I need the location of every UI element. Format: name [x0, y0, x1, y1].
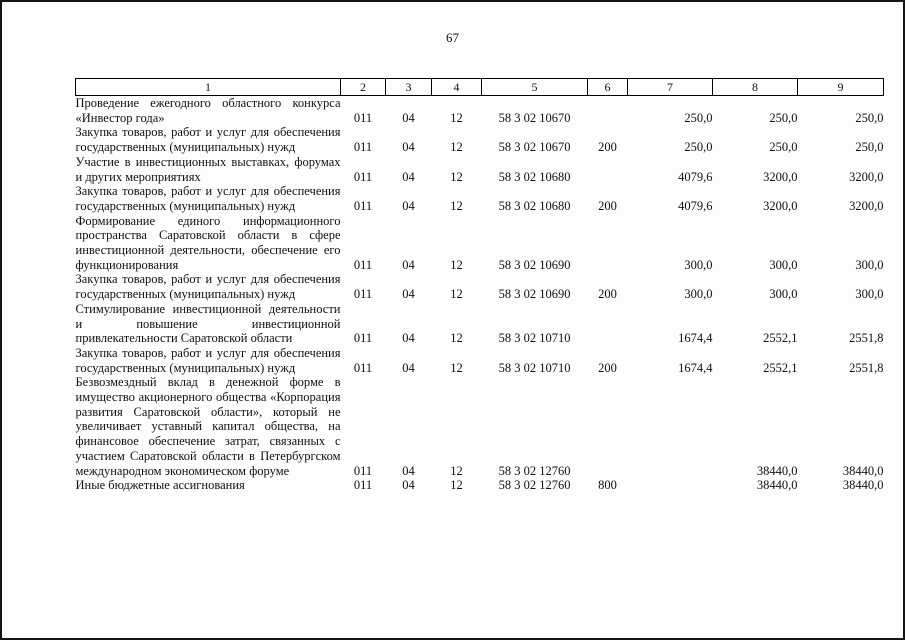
- row-value-cell: 12: [450, 478, 463, 493]
- table-row: [76, 125, 884, 154]
- row-value-cell: 250,0: [684, 140, 713, 155]
- row-value-cell: [588, 375, 628, 478]
- row-value-cell: 38440,0: [842, 478, 884, 493]
- row-name-cell: Формирование единого информационного пространства Саратовской области в сфере инвестиционной деятельности, обеспечение его функционирования: [75, 213, 341, 272]
- row-name-cell: Проведение ежегодного областного конкурса «Инвестор года»: [75, 96, 341, 125]
- row-value-cell: 011: [353, 110, 373, 125]
- row-value-cell: 300,0: [769, 257, 798, 272]
- row-value-cell: 58 3 02 12760: [498, 463, 571, 478]
- row-value-cell: 12: [450, 110, 463, 125]
- table-row: [76, 375, 884, 478]
- row-value-cell: 250,0: [855, 140, 884, 155]
- row-value-cell: 300,0: [684, 257, 713, 272]
- row-value-cell: 04: [402, 257, 415, 272]
- column-header: 5: [482, 79, 588, 96]
- row-value-cell: 58 3 02 10680: [498, 198, 571, 213]
- row-value-cell: 04: [402, 360, 415, 375]
- row-value-cell: 300,0: [769, 287, 798, 302]
- row-name-cell: Стимулирование инвестиционной деятельности и повышение инвестиционной привлекательности Саратовской области: [75, 301, 341, 346]
- table-header-row: [76, 79, 884, 96]
- row-value-cell: 011: [353, 331, 373, 346]
- row-value-cell: 38440,0: [842, 463, 884, 478]
- row-value-cell: 04: [402, 478, 415, 493]
- row-value-cell: 58 3 02 10670: [498, 110, 571, 125]
- table-row: [76, 478, 884, 493]
- row-value-cell: 300,0: [855, 257, 884, 272]
- table-row: [76, 346, 884, 375]
- row-value-cell: 04: [402, 331, 415, 346]
- row-value-cell: 2552,1: [763, 360, 798, 375]
- row-value-cell: 011: [353, 463, 373, 478]
- row-value-cell: 011: [353, 140, 373, 155]
- column-header: 3: [386, 79, 432, 96]
- row-value-cell: 58 3 02 10680: [498, 169, 571, 184]
- row-value-cell: 04: [402, 287, 415, 302]
- row-value-cell: 011: [353, 169, 373, 184]
- column-header: 8: [713, 79, 798, 96]
- row-value-cell: 250,0: [684, 110, 713, 125]
- row-value-cell: 58 3 02 12760: [498, 478, 571, 493]
- table-row: [76, 96, 884, 126]
- row-name-cell: Закупка товаров, работ и услуг для обеспечения государственных (муниципальных) нужд: [75, 184, 341, 213]
- row-value-cell: 12: [450, 331, 463, 346]
- row-value-cell: 250,0: [769, 140, 798, 155]
- row-value-cell: 58 3 02 10690: [498, 257, 571, 272]
- row-value-cell: 200: [598, 140, 617, 155]
- row-value-cell: 2551,8: [849, 360, 884, 375]
- column-header: 9: [798, 79, 884, 96]
- row-name-cell: Закупка товаров, работ и услуг для обеспечения государственных (муниципальных) нужд: [75, 125, 341, 155]
- column-header: 4: [432, 79, 482, 96]
- row-value-cell: 011: [353, 257, 373, 272]
- row-value-cell: [588, 302, 628, 346]
- row-value-cell: [628, 478, 713, 493]
- table-row: [76, 214, 884, 273]
- row-value-cell: 011: [353, 287, 373, 302]
- column-header: 7: [628, 79, 713, 96]
- row-value-cell: 12: [450, 140, 463, 155]
- page-number: 67: [446, 30, 459, 45]
- row-value-cell: 011: [353, 198, 373, 213]
- table-row: [76, 184, 884, 213]
- row-value-cell: [588, 96, 628, 126]
- row-value-cell: 011: [353, 360, 373, 375]
- table-row: [76, 272, 884, 301]
- row-value-cell: 12: [450, 257, 463, 272]
- row-name-cell: Закупка товаров, работ и услуг для обеспечения государственных (муниципальных) нужд: [75, 272, 341, 302]
- table-row: [76, 302, 884, 346]
- column-header: 2: [341, 79, 386, 96]
- row-value-cell: 58 3 02 10710: [498, 360, 571, 375]
- row-value-cell: 12: [450, 360, 463, 375]
- row-value-cell: 011: [353, 478, 373, 493]
- row-value-cell: 4079,6: [678, 169, 713, 184]
- row-value-cell: 12: [450, 287, 463, 302]
- row-value-cell: 250,0: [855, 110, 884, 125]
- row-value-cell: 58 3 02 10710: [498, 331, 571, 346]
- row-value-cell: 200: [598, 287, 617, 302]
- row-name-cell: Иные бюджетные ассигнования: [75, 478, 245, 493]
- row-value-cell: 300,0: [684, 287, 713, 302]
- row-value-cell: [588, 155, 628, 184]
- row-value-cell: 3200,0: [849, 198, 884, 213]
- table-row: [76, 155, 884, 184]
- row-value-cell: 04: [402, 198, 415, 213]
- budget-table: [75, 78, 884, 493]
- row-value-cell: 38440,0: [756, 463, 798, 478]
- row-value-cell: 04: [402, 463, 415, 478]
- row-value-cell: 58 3 02 10670: [498, 140, 571, 155]
- row-value-cell: 4079,6: [678, 198, 713, 213]
- row-value-cell: 2552,1: [763, 331, 798, 346]
- row-value-cell: 58 3 02 10690: [498, 287, 571, 302]
- row-name-cell: Участие в инвестиционных выставках, форумах и других мероприятиях: [75, 154, 341, 184]
- row-value-cell: 200: [598, 360, 617, 375]
- row-value-cell: 2551,8: [849, 331, 884, 346]
- row-value-cell: 04: [402, 169, 415, 184]
- row-value-cell: 12: [450, 169, 463, 184]
- row-value-cell: 12: [450, 463, 463, 478]
- row-value-cell: 3200,0: [763, 198, 798, 213]
- row-value-cell: 38440,0: [756, 478, 798, 493]
- row-value-cell: 250,0: [769, 110, 798, 125]
- column-header: 6: [588, 79, 628, 96]
- row-value-cell: 3200,0: [849, 169, 884, 184]
- row-value-cell: 200: [598, 198, 617, 213]
- row-name-cell: Безвозмездный вклад в денежной форме в имущество акционерного общества «Корпорация развития Саратовской области», который не увеличивает уставный капитал общества, на финансовое обеспечение затрат, связанных с участием Саратовской области в Петербургском международном экономическом форуме: [75, 375, 341, 478]
- row-value-cell: 300,0: [855, 287, 884, 302]
- row-value-cell: 1674,4: [678, 331, 713, 346]
- column-header: 1: [76, 79, 341, 96]
- row-value-cell: 04: [402, 110, 415, 125]
- row-value-cell: [588, 214, 628, 273]
- row-value-cell: 1674,4: [678, 360, 713, 375]
- row-value-cell: 12: [450, 198, 463, 213]
- row-name-cell: Закупка товаров, работ и услуг для обеспечения государственных (муниципальных) нужд: [75, 345, 341, 375]
- row-value-cell: [628, 375, 713, 478]
- row-value-cell: 800: [598, 478, 617, 493]
- row-value-cell: 3200,0: [763, 169, 798, 184]
- row-value-cell: 04: [402, 140, 415, 155]
